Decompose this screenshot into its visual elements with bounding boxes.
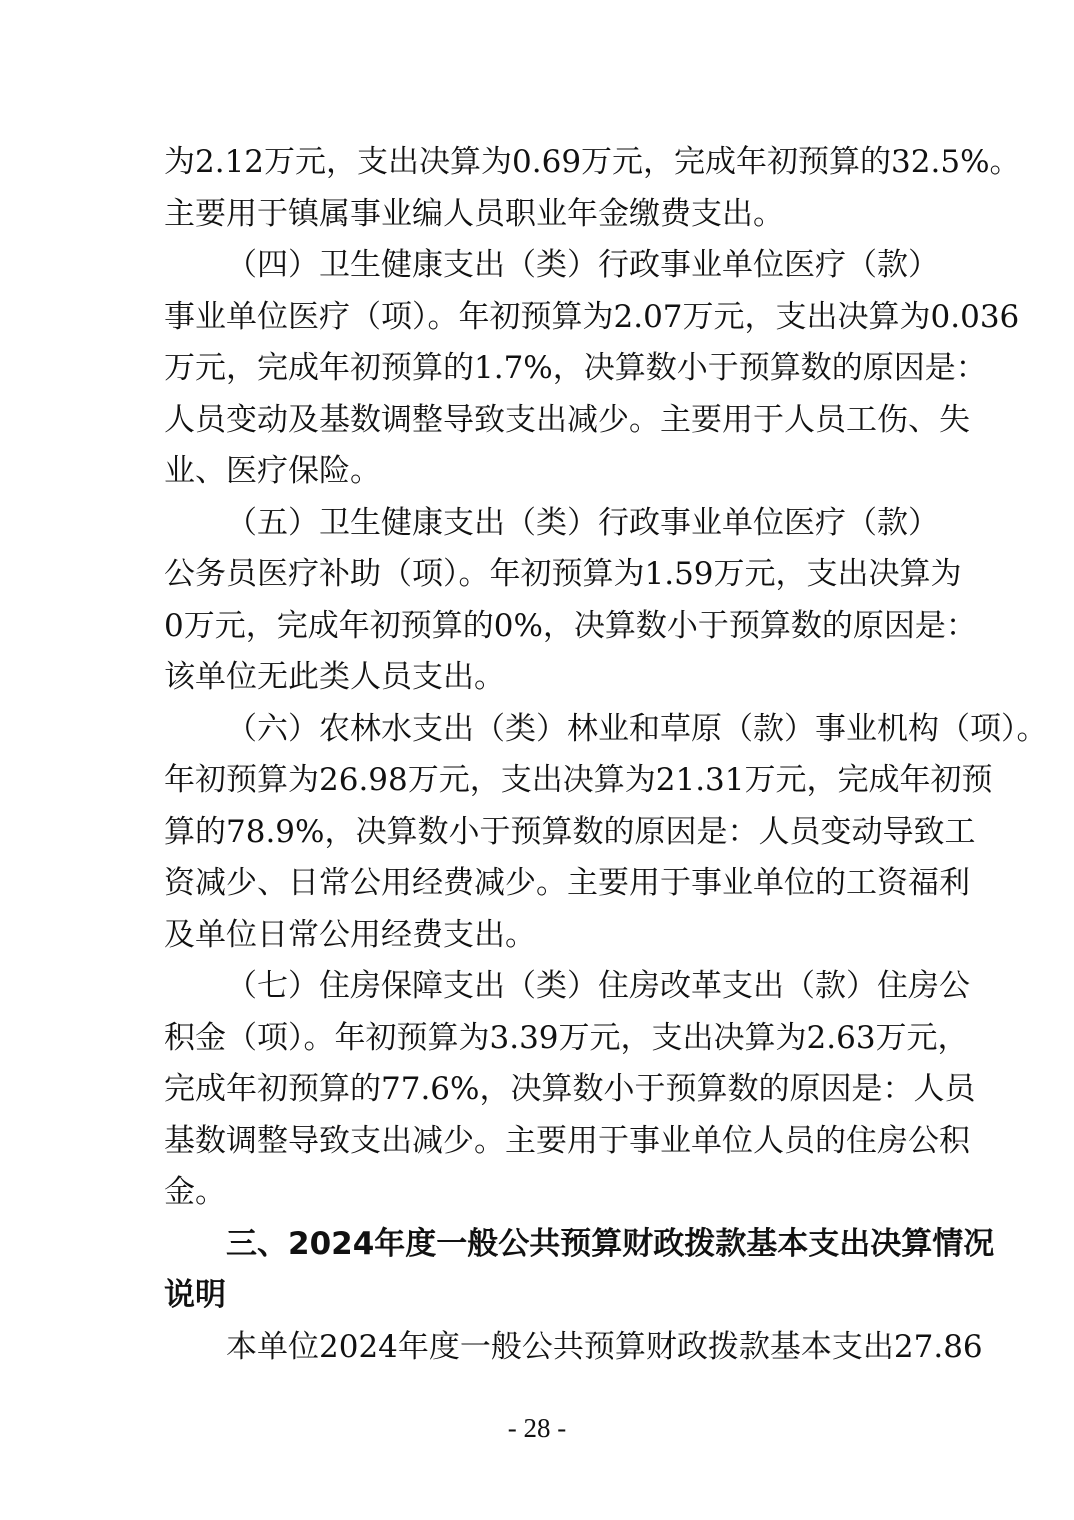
paragraph-item-6 bbox=[164, 704, 1048, 962]
text-line: （五）卫生健康支出（类）行政事业单位医疗（款） bbox=[226, 504, 939, 541]
document-body bbox=[164, 137, 1048, 1373]
page-number: - 28 - bbox=[507, 1413, 567, 1443]
text-line: 业、医疗保险。 bbox=[164, 453, 381, 489]
text-line: 基数调整导致支出减少。主要用于事业单位人员的住房公积 bbox=[164, 1122, 970, 1159]
paragraph-basic-expenditure bbox=[164, 1322, 983, 1374]
text-line: 本单位2024年度一般公共预算财政拨款基本支出27.86 bbox=[226, 1328, 983, 1365]
text-line: 0万元，完成年初预算的0%，决算数小于预算数的原因是： bbox=[164, 607, 977, 644]
paragraph-item-4 bbox=[164, 240, 1020, 498]
text-line: 完成年初预算的77.6%，决算数小于预算数的原因是：人员 bbox=[164, 1071, 976, 1107]
paragraph-item-7 bbox=[164, 961, 976, 1219]
section-heading bbox=[164, 1219, 995, 1322]
text-line: 人员变动及基数调整导致支出减少。主要用于人员工伤、失 bbox=[164, 401, 970, 438]
text-line: （七）住房保障支出（类）住房改革支出（款）住房公 bbox=[226, 968, 970, 1004]
text-line: 金。 bbox=[164, 1174, 226, 1210]
heading-line: 说明 bbox=[164, 1277, 226, 1313]
text-line: 年初预算为26.98万元，支出决算为21.31万元，完成年初预 bbox=[164, 762, 993, 798]
text-line: 公务员医疗补助（项）。年初预算为1.59万元，支出决算为 bbox=[164, 556, 962, 592]
text-line: 事业单位医疗（项）。年初预算为2.07万元，支出决算为0.036 bbox=[164, 298, 1020, 335]
text-line: 及单位日常公用经费支出。 bbox=[164, 916, 536, 953]
text-line: 为2.12万元，支出决算为0.69万元，完成年初预算的32.5%。 bbox=[164, 144, 1021, 180]
heading-line: 三、2024年度一般公共预算财政拨款基本支出决算情况 bbox=[226, 1225, 995, 1262]
text-line: （六）农林水支出（类）林业和草原（款）事业机构（项）。 bbox=[226, 710, 1048, 747]
text-line: 资减少、日常公用经费减少。主要用于事业单位的工资福利 bbox=[164, 865, 970, 901]
text-line: 主要用于镇属事业编人员职业年金缴费支出。 bbox=[164, 195, 784, 232]
text-line: 该单位无此类人员支出。 bbox=[164, 659, 505, 695]
paragraph-item-5 bbox=[164, 498, 977, 704]
text-line: 算的78.9%，决算数小于预算数的原因是：人员变动导致工 bbox=[164, 813, 976, 850]
paragraph-continuation bbox=[164, 137, 1021, 240]
text-line: 万元，完成年初预算的1.7%，决算数小于预算数的原因是： bbox=[164, 350, 987, 386]
text-line: 积金（项）。年初预算为3.39万元，支出决算为2.63万元， bbox=[164, 1019, 969, 1056]
text-line: （四）卫生健康支出（类）行政事业单位医疗（款） bbox=[226, 247, 939, 283]
